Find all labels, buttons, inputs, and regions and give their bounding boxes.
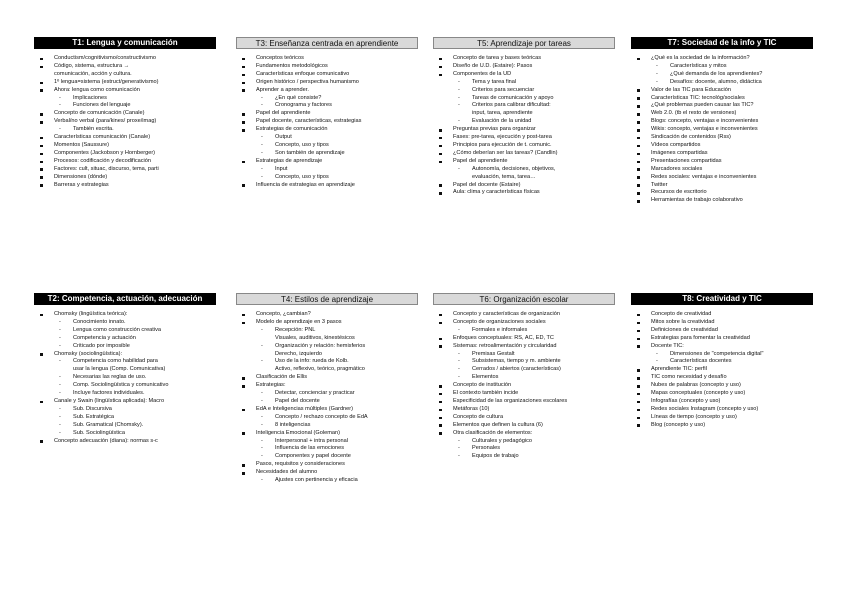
list-item: Vídeos compartidos [631,142,813,150]
list-item: Estrategias de comunicación [236,126,418,134]
topic-list [433,55,615,197]
list-item: Sindicación de contenidos (Rss) [631,134,813,142]
list-item: Concepto y características de organización [433,311,615,319]
sub-item: - Incluye factores individuales. [34,390,216,398]
topic-list [34,311,216,445]
list-item: Influencia de estrategias en aprendizaje [236,182,418,190]
sub-item: - Input [236,166,418,174]
sub-item: - Características y mitos [631,63,813,71]
list-item: Enfoques conceptuales: RS, AC, ED, TC [433,335,615,343]
sub-item: Visuales, auditivos, kinestésicos [275,334,355,341]
list-item: Aula: clima y características físicas [433,189,615,197]
sub-item: - Lengua como construcción creativa [34,327,216,335]
sub-item: - Concepto, uso y tipos [236,174,418,182]
list-item: Chomsky (lingüística teórica): [34,311,216,319]
section-title: T8: Creatividad y TIC [631,293,813,305]
list-item: Características enfoque comunicativo [236,71,418,79]
sub-item: - Características docentes [631,358,813,366]
sub-item: - Culturales y pedagógico [433,438,615,446]
list-item: Metáforas (10) [433,406,615,414]
list-item: Ahora: lengua como comunicación [34,87,216,95]
list-item: Líneas de tiempo (concepto y uso) [631,414,813,422]
list-item: Características comunicación (Canale) [34,134,216,142]
list-item: Chomsky (sociolingüística): [34,351,216,359]
list-item: Diseño de U.D. (Estaire): Pasos [433,63,615,71]
list-item: Concepto de comunicación (Canale) [34,110,216,118]
list-item: Concepto de organizaciones sociales [433,319,615,327]
sub-item: - Criticado por imposible [34,343,216,351]
section-t8 [631,293,813,430]
sub-item: - Autonomía, decisiones, objetivos, [433,166,615,174]
list-item: Factores: cult, situac, discurso, tema, parti [34,166,216,174]
sub-item: - Papel del docente [236,398,418,406]
list-item: 1º lengua=sistema (estruct/generativismo) [34,79,216,87]
list-item: Modelo de aprendizaje en 3 pasos [236,319,418,327]
list-item: Twitter [631,182,813,190]
sub-item: - Dimensiones de "competencia digital" [631,351,813,359]
sub-item: - Cronograma y factores [236,102,418,110]
sub-item: - Criterios para secuenciar [433,87,615,95]
sub-item: - Sub. Sociolingüística [34,430,216,438]
section-t5 [433,37,615,197]
list-item: ¿Cómo deberían ser las tareas? (Candlin) [433,150,615,158]
sub-item: - Interpersonal + intra personal [236,438,418,446]
sub-item: - Subsistemas, tiempo y m. ambiente [433,358,615,366]
sub-item: - Sub. Estratégica [34,414,216,422]
list-item: Papel del aprendiente [433,158,615,166]
sub-item: - Cerrados / abiertos (características) [433,366,615,374]
section-t4 [236,293,418,485]
list-item: Momentos (Saussure) [34,142,216,150]
topic-list [236,55,418,189]
sub-item: - Premisas Gestalt [433,351,615,359]
sub-item: Activo, reflexivo, teórico, pragmático [275,366,365,373]
list-item: Mapas conceptuales (concepto y uso) [631,390,813,398]
sub-item: - Concepto / rechazo concepto de EdA [236,414,418,422]
list-item: Dimensiones (dónde) [34,174,216,182]
section-t3 [236,37,418,189]
section-title: T4: Estilos de aprendizaje [236,293,418,305]
list-item: Concepto de creatividad [631,311,813,319]
sub-item: - Funciones del lenguaje [34,102,216,110]
sub-item: - Tema y tarea final [433,79,615,87]
sub-item: - 8 inteligencias [236,422,418,430]
list-item: Pasos, requisitos y consideraciones [236,461,418,469]
list-item: Otra clasificación de elementos: [433,430,615,438]
sub-item: - Competencia y actuación [34,335,216,343]
list-item: Estrategias de aprendizaje [236,158,418,166]
list-item: Principios para ejecución de t. comunic. [433,142,615,150]
list-item: Preguntas previas para organizar [433,126,615,134]
sub-item: - Tareas de comunicación y apoyo [433,95,615,103]
sub-item: - ¿En qué consiste? [236,95,418,103]
sub-item: - Sub. Discursiva [34,406,216,414]
list-item: Infografías (concepto y uso) [631,398,813,406]
section-title: T5: Aprendizaje por tareas [433,37,615,49]
section-title: T7: Sociedad de la info y TIC [631,37,813,49]
section-title: T2: Competencia, actuación, adecuación [34,293,216,305]
list-item: Concepto de institución [433,382,615,390]
section-title: T1: Lengua y comunicación [34,37,216,49]
topic-list [631,55,813,205]
list-item: Presentaciones compartidas [631,158,813,166]
list-item: Valor de las TIC para Educación [631,87,813,95]
list-item: Necesidades del alumno [236,469,418,477]
list-item: Estrategias para fomentar la creatividad [631,335,813,343]
section-title: T3: Enseñanza centrada en aprendiente [236,37,418,49]
list-item: Concepto de tarea y bases teóricas [433,55,615,63]
section-t6 [433,293,615,461]
list-item: Fundamentos metodológicos [236,63,418,71]
sub-item: - Implicaciones [34,95,216,103]
topic-list [34,55,216,189]
list-item: Herramientas de trabajo colaborativo [631,197,813,205]
topic-list [433,311,615,461]
list-item: Especificidad de las organizaciones escolares [433,398,615,406]
list-item: Papel del aprendiente [236,110,418,118]
list-item: Sistemas: retroalimentación y circularidad [433,343,615,351]
sub-item: - Output [236,134,418,142]
topic-list [631,311,813,430]
list-item: Blogs: concepto, ventajas e inconvenientes [631,118,813,126]
sub-item: - Personales [433,445,615,453]
sub-item: Derecho, izquierdo [275,350,322,357]
list-item: Recursos de escritorio [631,189,813,197]
list-item: Inteligencia Emocional (Goleman) [236,430,418,438]
list-item: Concepto, ¿cambian? [236,311,418,319]
sub-item: - Sub. Gramatical (Chomsky). [34,422,216,430]
list-item: Marcadores sociales [631,166,813,174]
sub-item: - Equipos de trabajo [433,453,615,461]
sub-item: - También escrita. [34,126,216,134]
section-t1 [34,37,216,189]
sub-item: input, tarea, aprendiente [472,110,533,117]
list-item: El contexto también incide [433,390,615,398]
list-item: Wikis: concepto, ventajas e inconvenientes [631,126,813,134]
sub-item: - ¿Qué demanda de los aprendientes? [631,71,813,79]
sub-item: - Necesarias las reglas de uso. [34,374,216,382]
sub-item: - Formales e informales [433,327,615,335]
sub-item: evaluación, tema, tarea… [472,173,536,180]
list-item: ¿Qué problemas pueden causar las TIC? [631,102,813,110]
list-item: comunicación, acción y cultura. [54,70,132,77]
sub-item: usar la lengua (Comp. Comunicativa) [73,366,166,373]
sub-item: - Son también de aprendizaje [236,150,418,158]
sub-item: - Uso de la info: rueda de Kolb. [236,358,418,366]
list-item: Procesos: codificación y decodificación [34,158,216,166]
list-item: EdA e Inteligencias múltiples (Gardner) [236,406,418,414]
sub-item: - Concepto, uso y tipos [236,142,418,150]
list-item: Papel docente, características, estrategias [236,118,418,126]
list-item: Elementos que definen la cultura (6) [433,422,615,430]
list-item: Concepto de cultura [433,414,615,422]
section-t2 [34,293,216,445]
list-item: Barreras y estrategias [34,182,216,190]
list-item: Código, sistema, estructura → [34,63,216,71]
list-item: Clasificación de Ellis [236,374,418,382]
list-item: Componentes de la UD [433,71,615,79]
section-title: T6: Organización escolar [433,293,615,305]
sub-item: - Comp. Sociolingüística y comunicativo [34,382,216,390]
list-item: Concepto adecuación (diana): normas s-c [34,438,216,446]
list-item: Aprendiente TIC: perfil [631,366,813,374]
sub-item: - Ajustes con pertinencia y eficacia [236,477,418,485]
list-item: Características TIC: tecnológ/sociales [631,95,813,103]
list-item: Redes sociales: ventajas e inconvenientes [631,174,813,182]
list-item: Conceptos teóricos [236,55,418,63]
sub-item: - Recepción: PNL [236,327,418,335]
sub-item: - Elementos [433,374,615,382]
sub-item: - Evaluación de la unidad [433,118,615,126]
list-item: Imágenes compartidas [631,150,813,158]
sub-item: - Organización y relación: hemisferios [236,343,418,351]
list-item: ¿Qué es la sociedad de la información? [631,55,813,63]
sub-item: - Detectar, concienciar y practicar [236,390,418,398]
list-item: Verbal/no verbal (para/kines/ proxe/imag) [34,118,216,126]
sub-item: - Criterios para calibrar dificultad: [433,102,615,110]
list-item: Nubes de palabras (concepto y uso) [631,382,813,390]
list-item: Docente TIC: [631,343,813,351]
list-item: Redes sociales Instagram (concepto y uso) [631,406,813,414]
list-item: Estrategias: [236,382,418,390]
list-item: Aprender a aprender. [236,87,418,95]
list-item: Mitos sobre la creatividad [631,319,813,327]
list-item: Definiciones de creatividad [631,327,813,335]
list-item: TIC como necesidad y desafío [631,374,813,382]
list-item: Papel del docente (Estaire) [433,182,615,190]
list-item: Conductism/cognitivismo/constructivismo [34,55,216,63]
sub-item: - Influencia de las emociones [236,445,418,453]
list-item: Canale y Swain (lingüística aplicada): Macro [34,398,216,406]
sub-item: - Competencia como habilidad para [34,358,216,366]
sub-item: - Conocimiento innato. [34,319,216,327]
sub-item: - Componentes y papel docente [236,453,418,461]
section-t7 [631,37,813,205]
list-item: Blog (concepto y uso) [631,422,813,430]
list-item: Web 2.0. (tb el resto de versiones) [631,110,813,118]
list-item: Origen histórico / perspectiva humanismo [236,79,418,87]
sub-item: - Desafíos: docente, alumno, didáctica [631,79,813,87]
list-item: Fases: pre-tarea, ejecución y post-tarea [433,134,615,142]
list-item: Componentes (Jackobson y Hornberger) [34,150,216,158]
topic-list [236,311,418,485]
